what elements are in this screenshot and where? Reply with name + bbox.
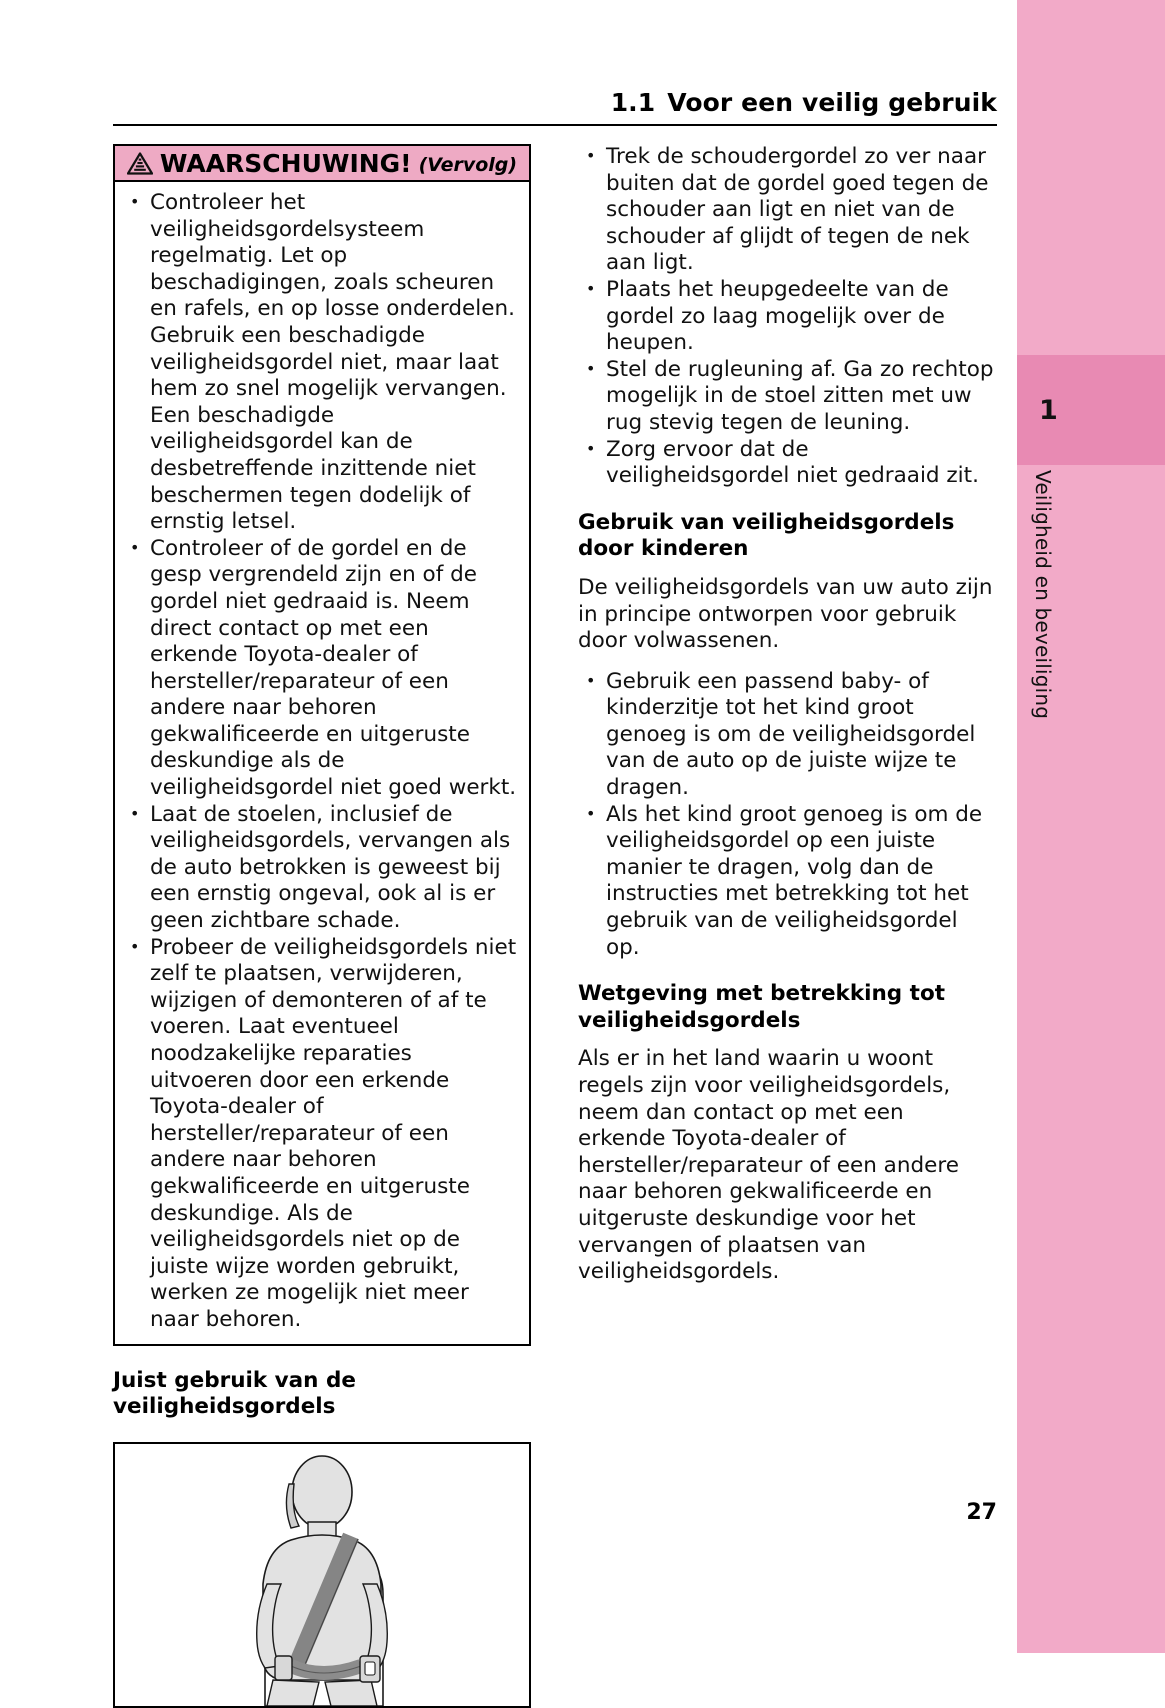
warning-triangle-icon (127, 152, 153, 175)
list-item: • Stel de rugleuning af. Ga zo rechtop mogelijk in de stoel zitten met uw rug stevig tegen de leuning. (578, 357, 997, 437)
list-item: • Zorg ervoor dat de veiligheidsgordel niet gedraaid zit. (578, 437, 997, 490)
seatbelt-correct-use-illustration (113, 1442, 531, 1708)
right-column (578, 144, 997, 1300)
paragraph-children-intro: De veiligheidsgordels van uw auto zijn in principe ontworpen voor gebruik door volwassenen. (578, 574, 993, 654)
chapter-label (1017, 470, 1165, 1170)
warning-title: WAARSCHUWING! (159, 148, 412, 178)
left-column-subheading: Juist gebruik van de veiligheidsgordels (113, 1367, 356, 1419)
list-item: • Als het kind groot genoeg is om de veiligheidsgordel op een juiste manier te dragen, volg dan de instructies met betrekking tot het gebruik van de veiligheidsgordel op. (578, 802, 997, 962)
warning-bullet-list (125, 190, 517, 1334)
list-item: • Controleer of de gordel en de gesp vergrendeld zijn en of de gordel niet gedraaid is. Neem direct contact op met een erkende Toyota-dealer of hersteller/reparateur of een andere naar behoren gekwalificeerde en uitgeruste deskundige als de veiligheidsgordel niet goed werkt. (125, 536, 517, 802)
warning-box (113, 144, 531, 1346)
chapter-index-tab (1017, 0, 1165, 1653)
list-item: • Controleer het veiligheidsgordelsysteem regelmatig. Let op beschadigingen, zoals scheuren en rafels, en op losse onderdelen. Gebruik een beschadigde veiligheidsgordel niet, maar laat hem zo snel mogelijk vervangen. Een beschadigde veiligheidsgordel kan de desbetreffende inzittende niet beschermen tegen dodelijk of ernstig letsel. (125, 190, 517, 536)
heading-children-seatbelts: Gebruik van veiligheidsgordels door kinderen (578, 509, 955, 562)
warning-continued-label: (Vervolg) (418, 153, 518, 176)
section-title: Voor een veilig gebruik (667, 88, 997, 117)
warning-box-header (115, 146, 529, 182)
page-number: 27 (966, 1500, 997, 1525)
left-column (113, 144, 531, 1708)
list-item: • Trek de schoudergordel zo ver naar buiten dat de gordel goed tegen de schouder aan ligt en niet van de schouder af glijdt of tegen de nek aan ligt. (578, 144, 997, 277)
heading-legislation: Wetgeving met betrekking tot veiligheidsgordels (578, 981, 946, 1033)
list-item: • Probeer de veiligheidsgordels niet zelf te plaatsen, verwijderen, wijzigen of demonteren of af te voeren. Laat eventueel noodzakelijke reparaties uitvoeren door een erkende Toyota-dealer of hersteller/reparateur of een andere naar behoren gekwalificeerde en uitgeruste deskundige. Als de veiligheidsgordels niet op de juiste wijze worden gebruikt, werken ze mogelijk niet meer naar behoren. (125, 935, 517, 1334)
chapter-label-text: Veiligheid en beveiliging (1031, 470, 1055, 720)
right-top-bullet-list (578, 144, 997, 490)
header-divider (113, 124, 997, 126)
page-header (113, 88, 997, 117)
paragraph-legislation: Als er in het land waarin u woont regels zijn voor veiligheidsgordels, neem dan contact op met een erkende Toyota-dealer of hersteller/reparateur of een andere naar behoren gekwalificeerde en uitgeruste deskundige voor het vervangen of plaatsen van veiligheidsgordels. (578, 1046, 959, 1285)
children-bullet-list (578, 669, 997, 962)
list-item: • Laat de stoelen, inclusief de veiligheidsgordels, vervangen als de auto betrokken is geweest bij een ernstig ongeval, ook al is er geen zichtbare schade. (125, 802, 517, 935)
chapter-number-badge: 1 (1017, 355, 1165, 465)
section-number: 1.1 (610, 88, 656, 117)
list-item: • Plaats het heupgedeelte van de gordel zo laag mogelijk over de heupen. (578, 277, 997, 357)
warning-box-body (115, 182, 529, 1344)
list-item: • Gebruik een passend baby- of kinderzitje tot het kind groot genoeg is om de veiligheidsgordel van de auto op de juiste wijze te dragen. (578, 669, 997, 802)
